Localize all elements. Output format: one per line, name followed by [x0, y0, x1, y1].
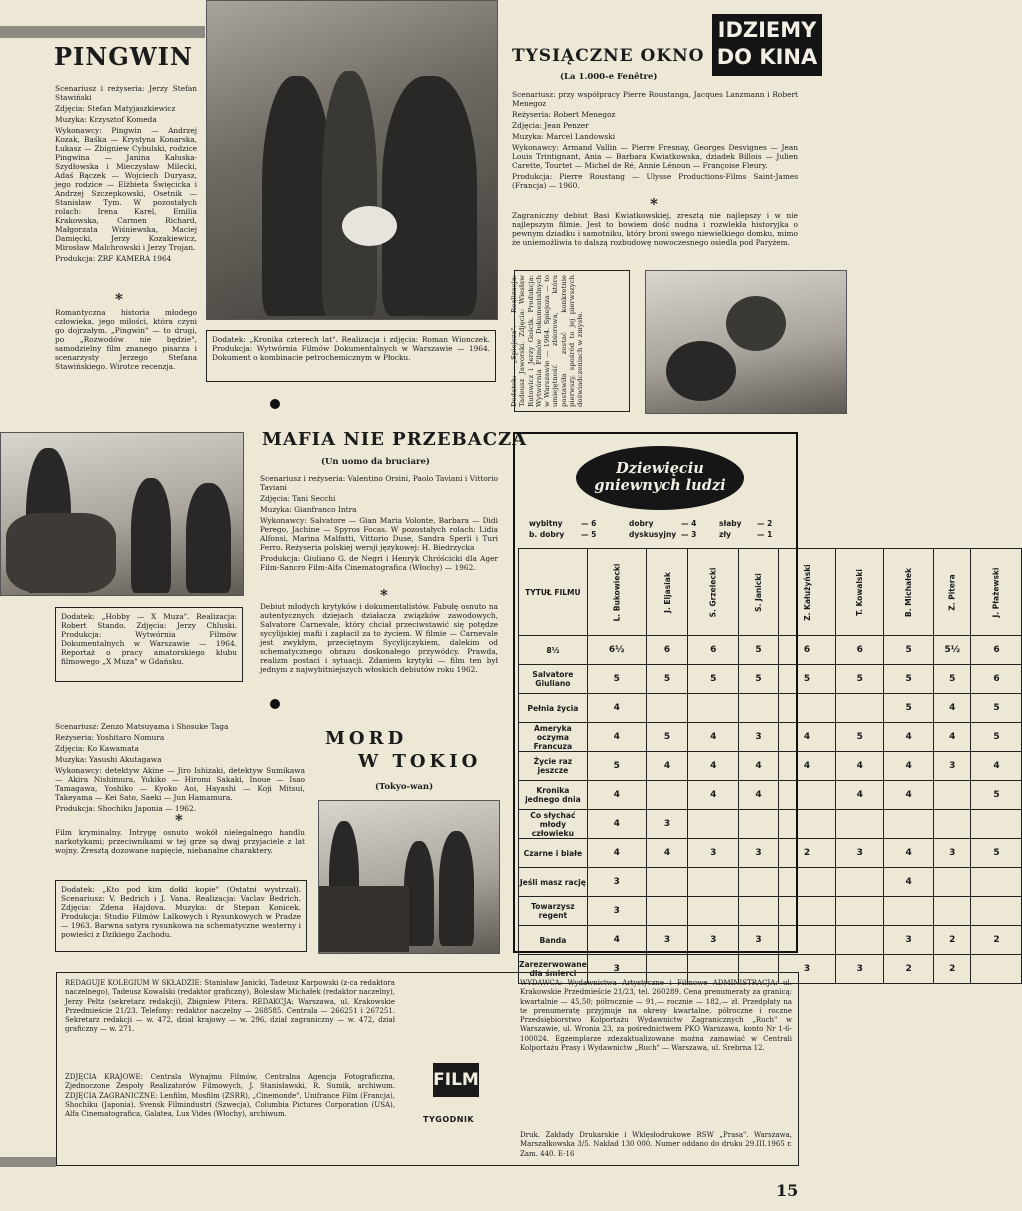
score-cell: 4 [884, 868, 934, 897]
mord-title-line2: W TOKIO [358, 751, 482, 772]
score-cell: 5 [934, 665, 971, 694]
score-cell: 3 [587, 868, 646, 897]
separator-dot [270, 399, 280, 409]
footer-druk: Druk. Zakłady Drukarskie i Wklęsłodrukowe RSW „Prasa". Warszawa, Marszałkowska 3/5. Nakład 130 000. Numer oddano do druku 29.III.1965 r. Zam. 440. E-16 [520, 1131, 792, 1158]
score-cell [934, 781, 971, 810]
critic-name: S. Janicki [753, 572, 763, 612]
credit-line: Produkcja: Shochiku Japonia — 1962. [55, 804, 197, 813]
score-cell: 4 [688, 752, 739, 781]
tysiaczne-credits [512, 90, 798, 192]
score-cell [646, 781, 688, 810]
score-cell: 4 [587, 926, 646, 955]
mord-credits [55, 722, 305, 815]
score-cell [971, 897, 1022, 926]
mafia-credits [260, 474, 498, 574]
ratings-panel [513, 432, 1001, 978]
score-cell: 6 [971, 665, 1022, 694]
credit-line: Wykonawcy: Armand Vallin — Pierre Fresnay, Georges Desvignes — Jean Louis Trintignant, Ania — Barbara Kwiatkowska, dziadek Billois — Julien Carette, Tourtet — Michel de Ré, Annie Lénoun — Françoise Fleury. [512, 143, 798, 170]
score-cell: 5 [688, 665, 739, 694]
mafia-title: MAFIA NIE PRZEBACZA [262, 429, 528, 450]
score-cell: 3 [934, 839, 971, 868]
score-cell: 3 [688, 839, 739, 868]
score-cell [971, 868, 1022, 897]
legend-item [629, 530, 713, 539]
legend-value: — 1 [757, 530, 773, 539]
critic-name: L. Bukowiecki [612, 563, 622, 621]
score-cell: 4 [884, 839, 934, 868]
score-cell: 4 [778, 723, 836, 752]
score-cell: 3 [739, 723, 779, 752]
ratings-title-line2: gniewnych ludzi [594, 477, 726, 494]
footer-redakcja: REDAGUJE KOLEGIUM W SKŁADZIE: Stanisław Janicki, Tadeusz Karpowski (z-ca redaktora naczelnego), Tadeusz Kowalski (redaktor graficzny), Bolesław Michałek (redaktor naczelny), Jerzy Peltz (sekretarz redakcji), Zbigniew Pitera. REDAKCJA: Warszawa, ul. Krakowskie Przedmieście 21/23. Telefony: redaktor naczelny — 268585. Centrala — 266251 i 267251. Sekretarz redakcji — w. 472, dział krajowy — w. 296, dział zagraniczny — w. 472, dział graficzny — w. 271. [65, 979, 395, 1034]
score-cell [934, 810, 971, 839]
film-title-cell: Jeśli masz rację [519, 868, 588, 897]
footer-wydawca: WYDAWCA: Wydawnictwa Artystyczne i Filmowe ADMINISTRACJA: ul. Krakowskie Przedmieście 21/23, tel. 260289. Cena prenumeraty za granicą: kwartalnie — 45,50; półrocznie — 91,— rocznie — 182,— zł. Przedpłaty na te prenumeratę przyjmuje na okresy kwartalne, półroczne i roczne Przedsiębiorstwo Kolportażu Wydawnictw Zagranicznych „Ruch" w Warszawie, ul. Wronia 23, za pośrednictwem PKO Warszawa, konto Nr 1-6-100024. Egzemplarze zdezaktualizowane można zamawiać w Centrali Kolportażu Prasy i Wydawnictw „Ruch" — Warszawa, ul. Srebrna 12. [520, 979, 792, 1053]
table-row [519, 752, 1022, 781]
mord-title-line1: MORD [325, 728, 408, 749]
footer-zdjecia: ZDJĘCIA KRAJOWE: Centrala Wynajmu Filmów, Centralna Agencja Fotograficzna, Zjednoczone Zespoły Realizatorów Filmowych, J. Stanisławski, R. Sumik, archiwum. ZDJĘCIA ZAGRANICZNE: Lenfilm, Mosfilm (ZSRR), „Cinemonde", Unifrance Film (Francja), Shochiku (Japonia), Svensk Filmindustri (Szwecja), Columbia Pictures Corporation (USA), Alfa Cinematografica, Galatea, Lux Vides (Włochy), archiwum. [65, 1073, 395, 1119]
score-cell: 4 [587, 781, 646, 810]
score-cell: 6 [778, 636, 836, 665]
score-cell: 4 [646, 752, 688, 781]
score-cell [778, 926, 836, 955]
score-cell: 5 [971, 839, 1022, 868]
credit-line: Scenariusz: Zenzo Matsuyama i Shosuke Taga [55, 722, 229, 731]
table-row [519, 694, 1022, 723]
score-cell: 5 [836, 665, 884, 694]
score-cell [688, 694, 739, 723]
mafia-subtitle: (Un uomo da bruciare) [321, 457, 430, 467]
score-cell [836, 810, 884, 839]
top-band [0, 26, 205, 38]
tysiaczne-photo [645, 270, 847, 414]
table-row [519, 636, 1022, 665]
score-cell: 5 [971, 694, 1022, 723]
score-cell: 5 [884, 694, 934, 723]
score-cell: 4 [587, 694, 646, 723]
credit-line: Wykonawcy: detektyw Akine — Jiro Ishizaki, detektyw Sumikawa — Akira Nishimura, Yukiko — Hiromi Sakaki, Inoue — Isao Tamagawa, Yoshiko — Kyoko Aoi, Hayashi — Koji Mitsui, Takeyama — Kei Sato, Saeki — Jun Hamamura. [55, 766, 305, 802]
legend-value: — 3 [681, 530, 697, 539]
mafia-photo [0, 432, 244, 596]
score-cell [688, 897, 739, 926]
critic-header [739, 549, 779, 636]
score-cell: 3 [836, 839, 884, 868]
pingwin-review: Romantyczna historia młodego człowieka, jego miłości, która czyni go dojrzałym. „Pingwin" — to drugi, po „Rozwodów nie będzie", samodzielny film znanego pisarza i scenarzysty Jerzego Stefana Stawińskiego. Wirotce recenzja. [55, 308, 197, 371]
critic-header [934, 549, 971, 636]
score-cell: 4 [934, 694, 971, 723]
critic-header [836, 549, 884, 636]
film-title-cell: Pełnia życia [519, 694, 588, 723]
legend-label: słaby [719, 519, 742, 528]
banner-line2: DO KINA [716, 45, 818, 69]
critic-name: S. Grzelecki [708, 567, 718, 617]
ratings-badge [576, 446, 744, 510]
credit-line: Muzyka: Yasushi Akutagawa [55, 755, 162, 764]
table-row [519, 665, 1022, 694]
score-cell: 2 [934, 955, 971, 984]
score-cell [739, 868, 779, 897]
legend-item [719, 530, 803, 539]
credit-line: Produkcja: Pierre Roustang — Ulysse Productions-Films Saint-James (Francja) — 1960. [512, 172, 798, 190]
pingwin-credits [55, 84, 197, 265]
mord-subtitle: (Tokyo-wan) [375, 782, 434, 792]
legend-item [529, 530, 613, 539]
footer-panel [56, 972, 799, 1166]
score-cell: 5 [739, 636, 779, 665]
table-row [519, 839, 1022, 868]
column-header-title: TYTUŁ FILMU [519, 549, 588, 636]
credit-line: Muzyka: Gianfranco Intra [260, 505, 357, 514]
credit-line: Muzyka: Marcel Landowski [512, 132, 616, 141]
banner-line1: IDZIEMY [717, 18, 817, 42]
score-cell [836, 868, 884, 897]
score-cell: 5 [587, 752, 646, 781]
score-cell: 5 [739, 665, 779, 694]
film-title-cell: Salvatore Giuliano [519, 665, 588, 694]
film-title-cell: Czarne i białe [519, 839, 588, 868]
critic-name: Z. Kałużyński [802, 563, 812, 621]
critic-header [646, 549, 688, 636]
ratings-title-line1: Dziewięciu [616, 460, 704, 477]
credit-line: Zdjęcia: Stefan Matyjaszkiewicz [55, 104, 176, 113]
legend-value: — 6 [581, 519, 597, 528]
table-row [519, 781, 1022, 810]
score-cell: 3 [739, 926, 779, 955]
score-cell: 5 [646, 665, 688, 694]
score-cell: 2 [934, 926, 971, 955]
score-cell: 6 [836, 636, 884, 665]
score-cell: 4 [646, 839, 688, 868]
score-cell: 3 [646, 926, 688, 955]
legend-label: wybitny [529, 519, 563, 528]
critic-header [688, 549, 739, 636]
score-cell: 4 [971, 752, 1022, 781]
critic-name: J. Eljasiak [662, 571, 672, 613]
score-cell: 3 [778, 955, 836, 984]
score-cell: 3 [934, 752, 971, 781]
score-cell: 5 [646, 723, 688, 752]
score-cell [884, 810, 934, 839]
score-cell [688, 810, 739, 839]
score-cell: 4 [884, 723, 934, 752]
credit-line: Zdjęcia: Ko Kawamata [55, 744, 139, 753]
score-cell [836, 694, 884, 723]
tysiaczne-review: Zagraniczny debiut Basi Kwiatkowskiej, zresztą nie najlepszy i w nie najlepszym filmie. Jest to bowiem dość nudna i rozwlekła historyjka o pewnym dziadku i samotniku, który broni swego niewielkiego domku, mimo że uniemożliwia to dalszą rozbudowę nowoczesnego osiedla pod Paryżem. [512, 211, 798, 247]
score-cell: 3 [587, 897, 646, 926]
mord-photo [318, 800, 500, 954]
pingwin-title: PINGWIN [54, 42, 193, 71]
legend-item [719, 519, 803, 528]
score-cell: 5 [884, 636, 934, 665]
critic-header [971, 549, 1022, 636]
separator-dot [270, 699, 280, 709]
credit-line: Zdjęcia: Jean Penzer [512, 121, 589, 130]
table-row [519, 868, 1022, 897]
film-title-cell: Co słychać młody człowieku [519, 810, 588, 839]
score-cell: 6½ [587, 636, 646, 665]
score-cell [884, 897, 934, 926]
score-cell: 3 [688, 926, 739, 955]
score-cell: 5 [971, 723, 1022, 752]
score-cell: 4 [884, 781, 934, 810]
critic-name: Z. Pitera [947, 573, 957, 611]
score-cell: 6 [646, 636, 688, 665]
score-cell: 4 [587, 723, 646, 752]
credit-line: Wykonawcy: Pingwin — Andrzej Kozak, Baśka — Krystyna Konarska, Łukasz — Zbigniew Cybulski, rodzice Pingwina — Janina Kałuska-Szydłowska i Mieczysław Milecki, Adaś Bączek — Wojciech Duryasz, jego rodzice — Elżbieta Święcicka i Andrzej Szczepkowski, Osetnik — Stanisław Tym. W pozostałych rolach: Irena Karel, Emilia Krakowska, Carmen Richard, Małgorzata Wiśniewska, Maciej Damięcki, Jerzy Kozakiewicz, Mirosław Malchrowski i Jerzy Trojan. [55, 126, 197, 252]
score-cell [778, 897, 836, 926]
credit-line: Scenariusz: przy współpracy Pierre Roustanga, Jacques Lanzmann i Robert Menegoz [512, 90, 798, 108]
film-title-cell: Towarzysz regent [519, 897, 588, 926]
legend-value: — 2 [757, 519, 773, 528]
credit-line: Produkcja: ZRF KAMERA 1964 [55, 254, 172, 263]
credit-line: Scenariusz i reżyseria: Jerzy Stefan Stawiński [55, 84, 197, 102]
score-cell: 6 [971, 636, 1022, 665]
pingwin-photo [206, 0, 498, 320]
separator-star: * [115, 290, 123, 308]
score-cell [934, 868, 971, 897]
footer-left-band [0, 1157, 56, 1167]
separator-star: * [175, 811, 183, 829]
banner-idziemy-do-kina [712, 14, 822, 76]
credit-line: Muzyka: Krzysztof Komeda [55, 115, 157, 124]
score-cell: 2 [884, 955, 934, 984]
score-cell: 5 [836, 723, 884, 752]
film-logo: FILM [433, 1063, 479, 1097]
legend-label: zły [719, 530, 732, 539]
mord-dodatek: Dodatek: „Kto pod kim dołki kopie" (Ostatni wystrzał). Scenariusz: V. Bedrich i J. Vana. Realizacja: Vaclav Bedrich. Zdjęcia: Zdena Hajdova. Muzyka: dr Stepan Konicek. Produkcja: Studio Filmów Lalkowych i Rysunkowych w Pradze — 1963. Barwna satyra rysunkowa na schematyczne westerny i powieści z Dzikiego Zachodu. [55, 880, 307, 952]
score-cell [646, 897, 688, 926]
score-cell: 5 [971, 781, 1022, 810]
credit-line: Reżyseria: Robert Menegoz [512, 110, 616, 119]
score-cell [934, 897, 971, 926]
score-cell: 5 [884, 665, 934, 694]
score-cell [778, 781, 836, 810]
critic-header [587, 549, 646, 636]
legend-label: dyskusyjny [629, 530, 677, 539]
score-cell [778, 810, 836, 839]
table-row [519, 723, 1022, 752]
film-title-cell: Kronika jednego dnia [519, 781, 588, 810]
score-cell: 4 [688, 781, 739, 810]
score-cell: 4 [778, 752, 836, 781]
score-cell: 5½ [934, 636, 971, 665]
score-cell [971, 810, 1022, 839]
credit-line: Reżyseria: Yoshitaro Nomura [55, 733, 165, 742]
film-title-cell: Zarezerwowane dla śmierci [519, 955, 588, 984]
score-cell: 3 [739, 839, 779, 868]
score-cell: 3 [836, 955, 884, 984]
score-cell [739, 897, 779, 926]
score-cell: 2 [971, 926, 1022, 955]
legend-value: — 4 [681, 519, 697, 528]
score-cell [971, 955, 1022, 984]
score-cell [739, 694, 779, 723]
score-cell [646, 694, 688, 723]
legend-label: dobry [629, 519, 654, 528]
critic-header [778, 549, 836, 636]
film-title-cell: 8½ [519, 636, 588, 665]
legend-label: b. dobry [529, 530, 565, 539]
score-cell [836, 897, 884, 926]
table-row [519, 926, 1022, 955]
legend-item [629, 519, 713, 528]
table-row [519, 897, 1022, 926]
score-cell: 5 [778, 665, 836, 694]
score-cell: 6 [688, 636, 739, 665]
separator-star: * [380, 586, 388, 604]
ratings-table [518, 548, 1022, 984]
score-cell: 5 [587, 665, 646, 694]
film-logo-subtitle: TYGODNIK [423, 1115, 475, 1124]
tysiaczne-dodatek-box [510, 270, 630, 412]
score-cell: 4 [836, 752, 884, 781]
mafia-dodatek: Dodatek: „Hobby — X Muza". Realizacja: Robert Stando. Zdjęcia: Jerzy Chluski. Produkcja: Wytwórnia Filmów Dokumentalnych w Warszawie — 1964. Reportaż o pracy amatorskiego klubu filmowego „X Muza" w Gdańsku. [55, 607, 243, 682]
score-cell: 3 [587, 955, 646, 984]
score-cell: 3 [646, 810, 688, 839]
credit-line: Wykonawcy: Salvatore — Gian Maria Volonte, Barbara — Didi Perego, Jachine — Spyros Focas. W pozostałych rolach: Lidia Alfonsi, Marina Malfatti, Vittorio Duse, Sandra Sperli i Turi Ferro. Reżyseria polskiej wersji językowej: H. Biedrzycka [260, 516, 498, 552]
score-cell [778, 868, 836, 897]
credit-line: Zdjęcia: Tani Secchi [260, 494, 336, 503]
mafia-review: Debiut młodych krytyków i dokumentalistów. Fabułę osnuto na autentycznych dziejach działacza związków zawodowych, Salvatore Carnevale, który chciał przeciwstawić się potędze sycylijskiej mafii i zapłacił za to życiem. W filmie — Carnevale jest zwykłym, przeciętnym Sycylijczykiem, dalekim od schematycznego obrazu doskonałego przywódcy. Prawda, realizm postaci i sytuacji. Zdaniem krytyki — film ten był jednym z najwybitniejszych włoskich debiutów roku 1962. [260, 602, 498, 674]
score-cell: 4 [739, 781, 779, 810]
legend-item [529, 519, 613, 528]
score-cell [688, 868, 739, 897]
legend-value: — 5 [581, 530, 597, 539]
critic-name: T. Kowalski [855, 568, 865, 616]
credit-line: Scenariusz i reżyseria: Valentino Orsini, Paolo Taviani i Vittorio Taviani [260, 474, 498, 492]
score-cell: 4 [688, 723, 739, 752]
score-cell: 3 [884, 926, 934, 955]
page-number: 15 [776, 1181, 799, 1200]
score-cell: 4 [836, 781, 884, 810]
tysiaczne-dodatek: Dodatek: „Spiejoza". Realizacja: Tadeusz Jaworski. Zdjęcia: Wiesław Rutowicz i Jerzy Gościk. Produkcja: Wytwórnia Filmów Dokumentalnych w Warszawie — 1964. Spiejoza — to umiejętność zbiorowa, która postawiła zostać konkretnie pierwszy, spośród to jej pierwszych doświadczeniach w zmysłe. [510, 275, 585, 407]
credit-line: Produkcja: Giuliano G. de Negri i Henryk Chróścicki dla Ager Film-Sancro Film-Alfa Cinematografica (Włochy) — 1962. [260, 554, 498, 572]
tysiaczne-title: TYSIĄCZNE OKNO [512, 46, 705, 66]
score-cell: 2 [778, 839, 836, 868]
critic-header [884, 549, 934, 636]
film-title-cell: Banda [519, 926, 588, 955]
mord-review: Film kryminalny. Intrygę osnuto wokół nielegalnego handlu narkotykami; przeciwnikami w tej grze są dwaj przyjaciele z lat wojny. Zresztą dozowane napięcie, niebanalne charaktery. [55, 828, 305, 855]
score-cell [778, 694, 836, 723]
score-cell [646, 868, 688, 897]
score-cell: 4 [739, 752, 779, 781]
film-title-cell: Życie raz jeszcze [519, 752, 588, 781]
score-cell: 4 [587, 810, 646, 839]
score-cell: 4 [934, 723, 971, 752]
film-title-cell: Ameryka oczyma Francuza [519, 723, 588, 752]
score-cell [739, 810, 779, 839]
tysiaczne-subtitle: (La 1.000-e Fenêtre) [560, 72, 658, 82]
score-cell: 4 [884, 752, 934, 781]
score-cell [836, 926, 884, 955]
table-row [519, 810, 1022, 839]
pingwin-dodatek: Dodatek: „Kronika czterech lat". Realizacja i zdjęcia: Roman Wionczek. Produkcja: Wytwórnia Filmów Dokumentalnych w Warszawie — 1964. Dokument o kombinacie petrochemicznym w Płocku. [206, 330, 496, 382]
critic-name: B. Michałek [904, 567, 914, 617]
score-cell: 4 [587, 839, 646, 868]
critic-name: J. Płażewski [991, 567, 1001, 617]
separator-star: * [650, 195, 658, 213]
